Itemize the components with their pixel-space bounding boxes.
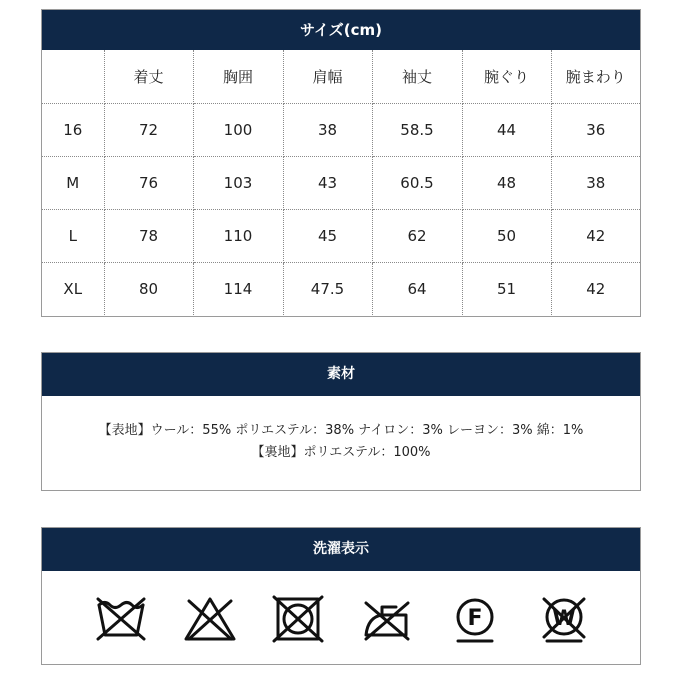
- no-wet-clean-icon: [537, 595, 591, 643]
- table-cell: 48: [462, 156, 551, 209]
- table-cell: 38: [283, 103, 372, 156]
- no-wash-icon: [94, 595, 148, 643]
- table-cell: 45: [283, 209, 372, 262]
- size-table: [42, 50, 640, 315]
- table-cell: 60.5: [372, 156, 462, 209]
- dry-clean-letter: F: [467, 606, 483, 631]
- no-iron-icon: [360, 595, 414, 643]
- size-section: [41, 9, 641, 317]
- column-header-chest: 胸囲: [193, 50, 283, 103]
- table-cell: 44: [462, 103, 551, 156]
- table-cell: 36: [551, 103, 640, 156]
- care-section-title: 洗濯表示: [42, 528, 640, 571]
- table-cell: 100: [193, 103, 283, 156]
- table-row: [42, 262, 640, 315]
- table-cell: 64: [372, 262, 462, 315]
- table-cell: 110: [193, 209, 283, 262]
- column-header-sleeve: 袖丈: [372, 50, 462, 103]
- table-cell: 50: [462, 209, 551, 262]
- table-cell: 72: [104, 103, 193, 156]
- column-header-shoulder: 肩幅: [283, 50, 372, 103]
- table-cell: 38: [551, 156, 640, 209]
- table-cell: 58.5: [372, 103, 462, 156]
- care-icons-row: [42, 571, 640, 665]
- table-row: [42, 209, 640, 262]
- table-cell: 51: [462, 262, 551, 315]
- column-header-blank: [42, 50, 104, 103]
- size-label: L: [42, 209, 104, 262]
- size-label: M: [42, 156, 104, 209]
- table-cell: 47.5: [283, 262, 372, 315]
- material-body: [42, 396, 640, 464]
- wet-clean-letter: W: [552, 606, 576, 630]
- material-section-title: 素材: [42, 353, 640, 396]
- size-label: 16: [42, 103, 104, 156]
- column-header-length: 着丈: [104, 50, 193, 103]
- column-header-armhole: 腕ぐり: [462, 50, 551, 103]
- material-section: [41, 352, 641, 491]
- table-row: [42, 103, 640, 156]
- column-header-arm-circumference: 腕まわり: [551, 50, 640, 103]
- material-lining: 【裏地】ポリエステル：100%: [251, 445, 431, 460]
- table-cell: 103: [193, 156, 283, 209]
- no-tumble-dry-icon: [271, 595, 325, 643]
- material-outer-fabric: 【表地】ウール：55% ポリエステル：38% ナイロン：3% レーヨン：3% 綿：1%: [98, 423, 584, 438]
- table-cell: 42: [551, 209, 640, 262]
- table-cell: 78: [104, 209, 193, 262]
- table-cell: 62: [372, 209, 462, 262]
- table-cell: 76: [104, 156, 193, 209]
- no-bleach-icon: [183, 595, 237, 643]
- table-cell: 114: [193, 262, 283, 315]
- size-section-title: サイズ(cm): [42, 10, 640, 50]
- size-table-header-row: [42, 50, 640, 103]
- care-section: [41, 527, 641, 665]
- table-row: [42, 156, 640, 209]
- table-cell: 42: [586, 279, 606, 298]
- table-cell: 80: [104, 262, 193, 315]
- size-label: XL: [42, 262, 104, 315]
- table-cell: 43: [283, 156, 372, 209]
- dry-clean-f-icon: [448, 595, 502, 643]
